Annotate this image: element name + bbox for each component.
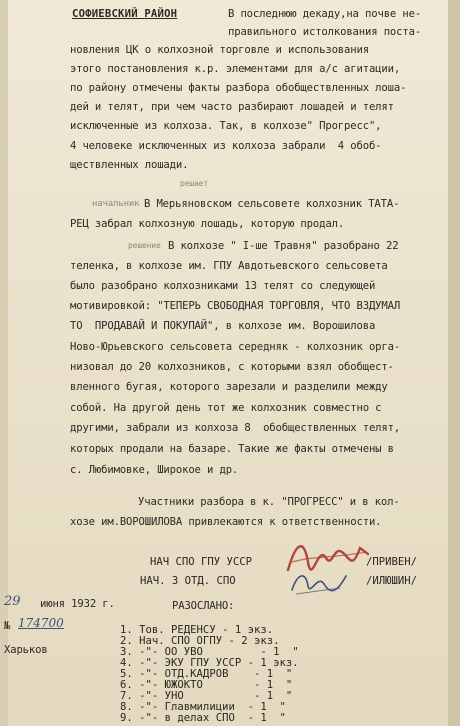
body-line: 4 человеке исключенных из колхоза забрали 4 обоб- xyxy=(70,140,382,152)
distribution-row: 8. -"- Главмилиции - 1 " xyxy=(120,701,286,713)
body-line: этого постановления к.р. элементами для а/с агитации, xyxy=(70,63,401,75)
signature-title: НАЧ. 3 ОТД. СПО xyxy=(140,575,236,587)
body-line: с. Любимовке, Широкое и др. xyxy=(70,464,239,476)
body-line: ТО ПРОДАВАЙ И ПОКУПАЙ", в колхозе им. Ворошилова xyxy=(70,320,376,332)
body-line: было разобрано колхозниками 13 телят со следующей xyxy=(70,280,376,292)
signature-name: /ИЛЮШИН/ xyxy=(366,575,418,587)
distribution-heading: РАЗОСЛАНО: xyxy=(172,600,235,612)
body-line: вленного бугая, которого зарезали и разделили между xyxy=(70,381,388,393)
date-text: июня 1932 г. xyxy=(40,598,115,610)
distribution-row: 4. -"- ЭКУ ГПУ УССР - 1 экз. xyxy=(120,657,299,669)
body-line: мотивировкой: "ТЕПЕРЬ СВОБОДНАЯ ТОРГОВЛЯ, ЧТО ВЗДУМАЛ xyxy=(70,300,401,312)
faint-overprint: решает xyxy=(180,179,208,188)
body-line: новления ЦК о колхозной торговле и использования xyxy=(70,44,369,56)
distribution-row: 3. -"- ОО УВО - 1 " xyxy=(120,646,299,658)
number-label: № xyxy=(4,620,11,632)
signature-title: НАЧ СПО ГПУ УССР xyxy=(150,556,253,568)
distribution-row: 6. -"- ЮЖОКТО - 1 " xyxy=(120,679,293,691)
page-edge-left xyxy=(0,0,11,726)
handwritten-signature-blue xyxy=(288,566,352,600)
body-line: теленка, в колхозе им. ГПУ Авдотьевского сельсовета xyxy=(70,260,388,272)
city-text: Харьков xyxy=(4,644,48,656)
body-line: В Мерьяновском сельсовете колхозник ТАТА- xyxy=(144,198,400,210)
body-line: Участники разбора в к. "ПРОГРЕСС" и в кол- xyxy=(138,496,400,508)
body-line: которых продали на базаре. Такие же факты отмечены в xyxy=(70,443,394,455)
faint-overprint: решение xyxy=(128,241,161,250)
handwritten-document-number: 174700 xyxy=(18,616,64,630)
body-line: В колхозе " I-ше Травня" разобрано 22 xyxy=(168,240,399,252)
distribution-row: 1. Тов. РЕДЕНСУ - 1 экз. xyxy=(120,624,274,636)
distribution-row: 7. -"- УНО - 1 " xyxy=(120,690,293,702)
body-line: низовал до 20 колхозников, с которыми взял обобщест- xyxy=(70,361,394,373)
body-line: дей и телят, при чем часто разбирают лошадей и телят xyxy=(70,101,394,113)
faint-overprint: начальник xyxy=(92,199,140,209)
signature-name: /ПРИВЕН/ xyxy=(366,556,418,568)
distribution-row: 9. -"- в делах СПО - 1 " xyxy=(120,712,286,724)
page-edge-right xyxy=(448,0,460,726)
district-heading: СОФИЕВСКИЙ РАЙОН xyxy=(72,8,178,20)
distribution-row: 2. Нач. СПО ОГПУ - 2 экз. xyxy=(120,635,280,647)
body-line: другими, забрали из колхоза 8 обобществленных телят, xyxy=(70,422,401,434)
body-line: В последнюю декаду,на почве не- xyxy=(228,8,422,20)
distribution-row: 5. -"- ОТД.КАДРОВ - 1 " xyxy=(120,668,293,680)
body-line: ществленных лошади. xyxy=(70,159,189,171)
body-line: хозе им.ВОРОШИЛОВА привлекаются к ответственности. xyxy=(70,516,382,528)
handwritten-date-day: 29 xyxy=(4,594,21,609)
body-line: Ново-Юрьевского сельсовета середняк - колхозник орга- xyxy=(70,341,401,353)
body-line: правильного истолкования поста- xyxy=(228,26,422,38)
body-line: по району отмечены факты разбора обобществленных лоша- xyxy=(70,82,407,94)
body-line: собой. На другой день тот же колхозник совместно с xyxy=(70,402,382,414)
body-line: РЕЦ забрал колхозную лошадь, которую продал. xyxy=(70,218,345,230)
body-line: исключенные из колхоза. Так, в колхозе" Прогресс", xyxy=(70,120,382,132)
